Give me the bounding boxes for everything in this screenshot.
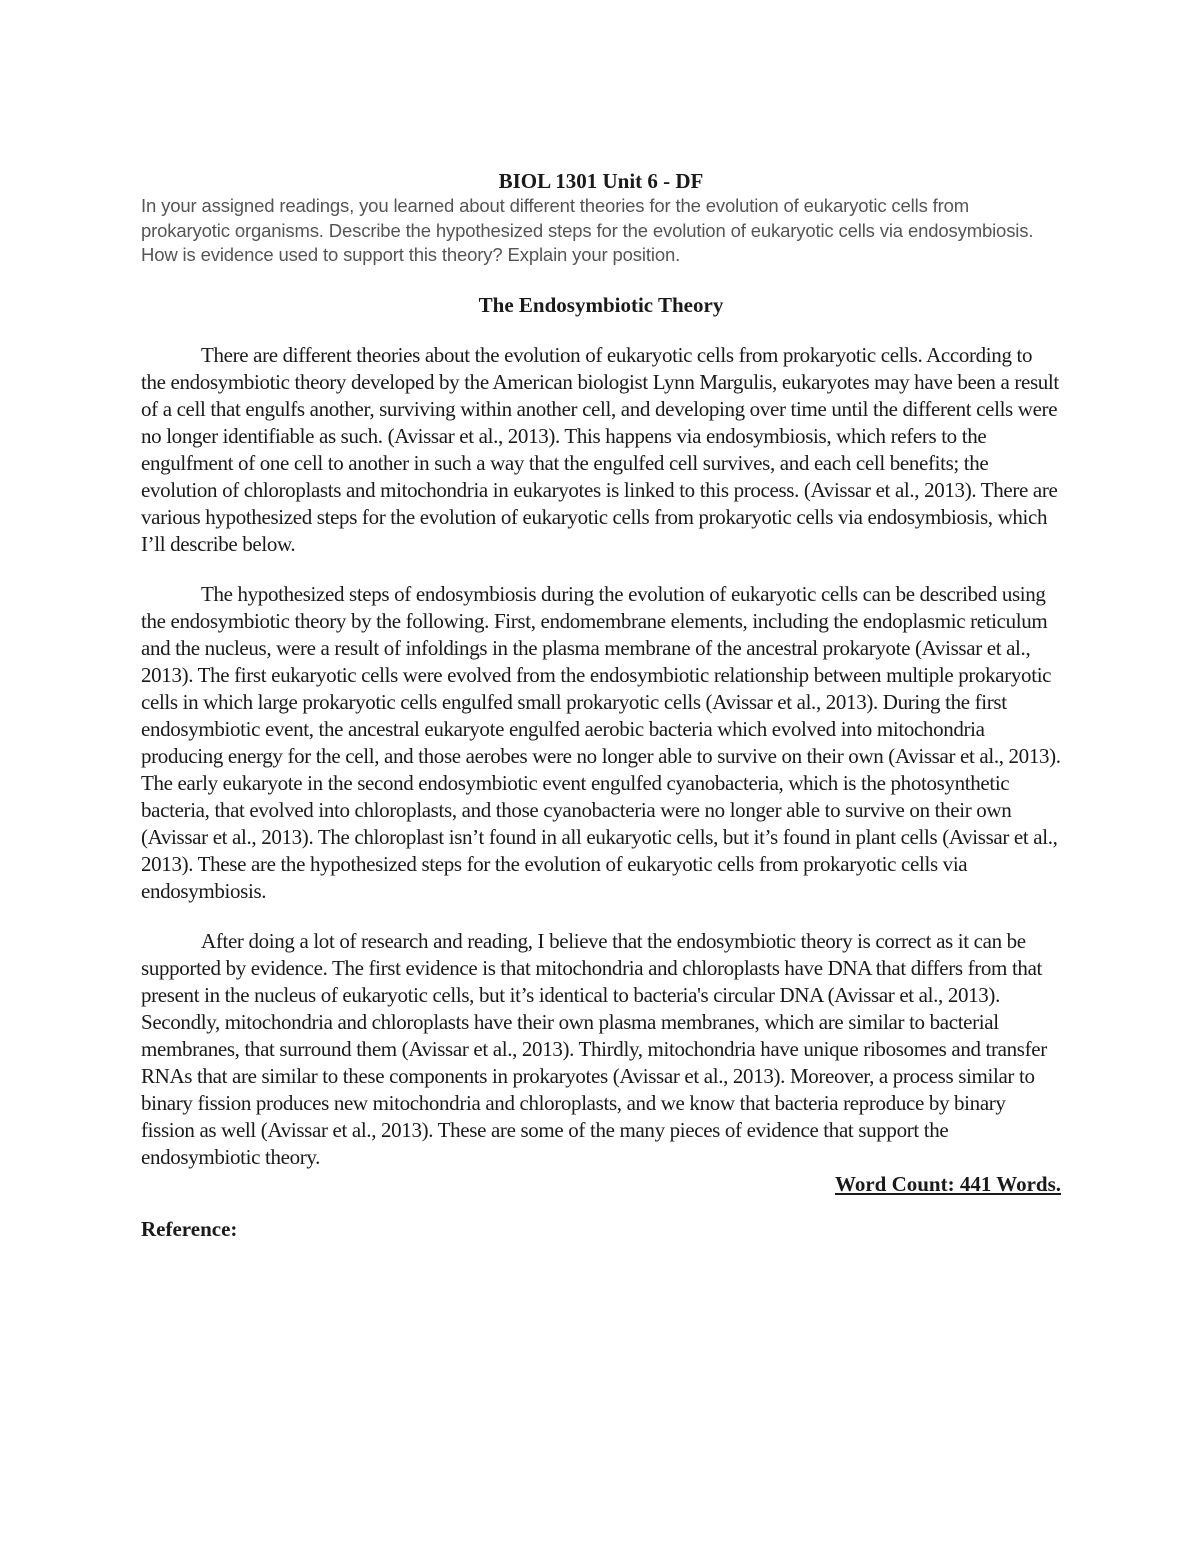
section-title: The Endosymbiotic Theory	[478, 292, 724, 317]
paragraph-hypothesized-steps: The hypothesized steps of endosymbiosis during the evolution of eukaryotic cells can be described using the endosymbiotic theory by the following. First, endomembrane elements, including the endoplasmic reticulum and the nucleus, were a result of infoldings in the plasma membrane of the ancestral prokaryote (Avissar et al., 2013). The first eukaryotic cells were evolved from the endosymbiotic relationship between multiple prokaryotic cells in which large prokaryotic cells engulfed small prokaryotic cells (Avissar et al., 2013). During the first endosymbiotic event, the ancestral eukaryote engulfed aerobic bacteria which evolved into mitochondria producing energy for the cell, and those aerobes were no longer able to survive on their own (Avissar et al., 2013). The early eukaryote in the second endosymbiotic event engulfed cyanobacteria, which is the photosynthetic bacteria, that evolved into chloroplasts, and those cyanobacteria were no longer able to survive on their own (Avissar et al., 2013). The chloroplast isn’t found in all eukaryotic cells, but it’s found in plant cells (Avissar et al., 2013). These are the hypothesized steps for the evolution of eukaryotic cells from prokaryotic cells via endosymbiosis.	[141, 581, 1061, 903]
reference-heading: Reference:	[141, 1216, 238, 1241]
paragraph-evidence: After doing a lot of research and reading, I believe that the endosymbiotic theory is correct as it can be supported by evidence. The first evidence is that mitochondria and chloroplasts have DNA that differs from that present in the nucleus of eukaryotic cells, but it’s identical to bacteria's circular DNA (Avissar et al., 2013). Secondly, mitochondria and chloroplasts have their own plasma membranes, which are similar to bacterial membranes, that surround them (Avissar et al., 2013). Thirdly, mitochondria have unique ribosomes and transfer RNAs that are similar to these components in prokaryotes (Avissar et al., 2013). Moreover, a process similar to binary fission produces new mitochondria and chloroplasts, and we know that bacteria reproduce by binary fission as well (Avissar et al., 2013). These are some of the many pieces of evidence that support the endosymbiotic theory.	[141, 928, 1047, 1169]
document-title: BIOL 1301 Unit 6 - DF	[498, 169, 704, 193]
paragraph-introduction: There are different theories about the evolution of eukaryotic cells from prokaryotic cells. According to the endosymbiotic theory developed by the American biologist Lynn Margulis, eukaryotes may have been a result of a cell that engulfs another, surviving within another cell, and developing over time until the different cells were no longer identifiable as such. (Avissar et al., 2013). This happens via endosymbiosis, which refers to the engulfment of one cell to another in such a way that the engulfed cell survives, and each cell benefits; the evolution of chloroplasts and mitochondria in eukaryotes is linked to this process. (Avissar et al., 2013). There are various hypothesized steps for the evolution of eukaryotic cells from prokaryotic cells via endosymbiosis, which I’ll describe below.	[141, 342, 1059, 556]
assignment-prompt: In your assigned readings, you learned about different theories for the evolution of eukaryotic cells from prokaryotic organisms. Describe the hypothesized steps for the evolution of eukaryotic cells via endosymbiosis. How is evidence used to support this theory? Explain your position.	[141, 195, 1034, 265]
word-count: Word Count: 441 Words.	[835, 1171, 1061, 1196]
document-body	[141, 168, 1061, 1243]
